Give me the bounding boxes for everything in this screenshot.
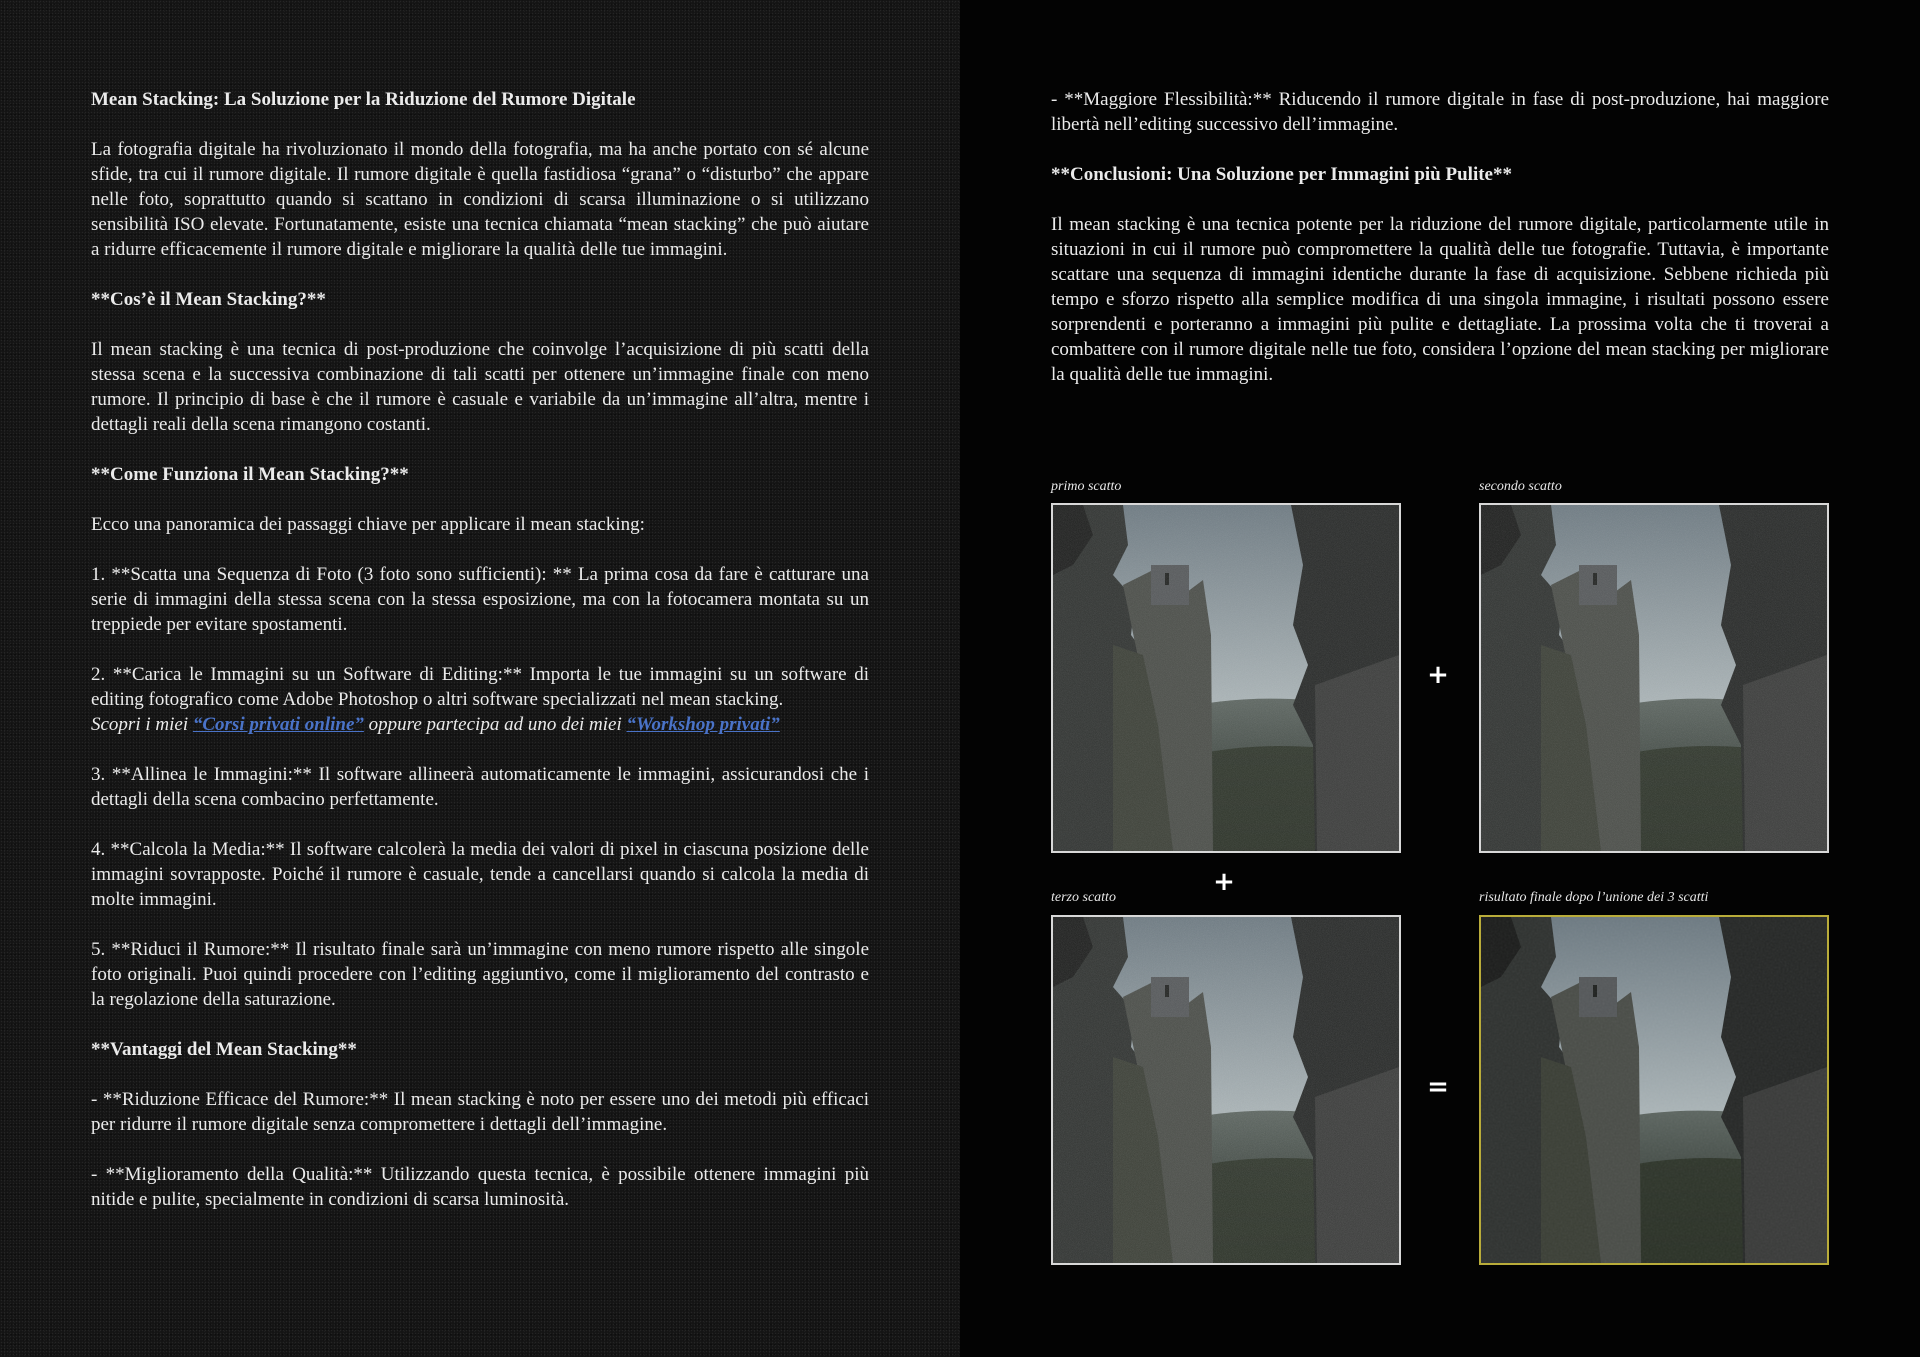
- step-5: 5. **Riduci il Rumore:** Il risultato finale sarà un’immagine con meno rumore rispetto alle singole foto originali. Puoi quindi procedere con l’editing aggiuntivo, come il miglioramento del contrasto e la regolazione della saturazione.: [91, 939, 869, 1010]
- step-1: 1. **Scatta una Sequenza di Foto (3 foto sono sufficienti): ** La prima cosa da fare è catturare una serie di immagini della stessa scena con la stessa esposizione, ma con la fotocamera montata su un treppiede per evitare spostamenti.: [91, 564, 869, 635]
- heading-advantages: **Vantaggi del Mean Stacking**: [91, 1039, 357, 1060]
- what-is-paragraph: Il mean stacking è una tecnica di post-produzione che coinvolge l’acquisizione di più scatti della stessa scena e la successiva combinazione di tali scatti per ottenere un’immagine finale con meno rumore. Il principio di base è che il rumore è casuale e variabile da un’immagine all’altra, mentre i dettagli reali della scena rimangono costanti.: [91, 339, 869, 435]
- step-3: 3. **Allinea le Immagini:** Il software allineerà automaticamente le immagini, assicurandosi che i dettagli della scena combacino perfettamente.: [91, 764, 869, 810]
- photo-first-shot: [1051, 503, 1401, 853]
- castle-photo-image: [1481, 917, 1827, 1263]
- castle-photo-image: [1053, 917, 1399, 1263]
- promo-text-b: oppure partecipa ad uno dei miei: [363, 714, 627, 735]
- step-4: 4. **Calcola la Media:** Il software calcolerà la media dei valori di pixel in ciascuna posizione delle immagini sovrapposte. Poiché il rumore è casuale, tende a cancellarsi quando si calcola la media di molte immagini.: [91, 839, 869, 910]
- photo-second-shot: [1479, 503, 1829, 853]
- caption-third-shot: terzo scatto: [1051, 890, 1116, 905]
- photo-final-result: [1479, 915, 1829, 1265]
- caption-final-result: risultato finale dopo l’unione dei 3 scatti: [1479, 890, 1709, 905]
- conclusions-paragraph: Il mean stacking è una tecnica potente per la riduzione del rumore digitale, particolarmente utile in situazioni in cui il rumore può compromettere la qualità delle tue fotografie. Tuttavia, è importante scattare una sequenza di immagini identiche durante la fase di acquisizione. Sebbene richieda più tempo e sforzo rispetto alla semplice modifica di una singola immagine, i risultati possono essere sorprendenti e porteranno a immagini più pulite e dettagliate. La prossima volta che ti troverai a combattere con il rumore digitale nelle tue foto, considera l’opzione del mean stacking per migliorare la qualità delle tue immagini.: [1051, 214, 1829, 385]
- plus-sign-1: +: [1427, 660, 1449, 690]
- advantage-1: - **Riduzione Efficace del Rumore:** Il mean stacking è noto per essere uno dei metodi più efficaci per ridurre il rumore digitale senza compromettere i dettagli dell’immagine.: [91, 1089, 869, 1135]
- castle-photo-image: [1053, 505, 1399, 851]
- heading-conclusions: **Conclusioni: Una Soluzione per Immagini più Pulite**: [1051, 164, 1512, 185]
- caption-second-shot: secondo scatto: [1479, 479, 1562, 494]
- advantage-2: - **Miglioramento della Qualità:** Utilizzando questa tecnica, è possibile ottenere immagini più nitide e pulite, specialmente in condizioni di scarsa luminosità.: [91, 1164, 869, 1210]
- heading-how-it-works: **Come Funziona il Mean Stacking?**: [91, 464, 409, 485]
- step-2-text: 2. **Carica le Immagini su un Software di Editing:** Importa le tue immagini su un software di editing fotografico come Adobe Photoshop o altri software specializzati nel mean stacking.: [91, 664, 869, 710]
- step-2: [91, 662, 869, 737]
- heading-what-is: **Cos’è il Mean Stacking?**: [91, 289, 326, 310]
- photo-third-shot: [1051, 915, 1401, 1265]
- promo-text-a: Scopri i miei: [91, 714, 193, 735]
- promo-line: [91, 714, 780, 735]
- plus-sign-2: +: [1213, 867, 1235, 897]
- caption-first-shot: primo scatto: [1051, 479, 1122, 494]
- workshop-link[interactable]: “Workshop privati”: [626, 714, 780, 735]
- right-page: [960, 0, 1920, 1357]
- how-intro-paragraph: Ecco una panoramica dei passaggi chiave per applicare il mean stacking:: [91, 514, 645, 535]
- left-text-column: [91, 87, 869, 1237]
- right-text-column: [1051, 87, 1829, 412]
- courses-link[interactable]: “Corsi privati online”: [192, 714, 364, 735]
- advantage-3: - **Maggiore Flessibilità:** Riducendo il rumore digitale in fase di post-produzione, hai maggiore libertà nell’editing successivo dell’immagine.: [1051, 89, 1829, 135]
- intro-paragraph: La fotografia digitale ha rivoluzionato il mondo della fotografia, ma ha anche portato con sé alcune sfide, tra cui il rumore digitale. Il rumore digitale è quella fastidiosa “grana” o “disturbo” che appare nelle foto, soprattutto quando si scattano in condizioni di scarsa illuminazione o si utilizzano sensibilità ISO elevate. Fortunatamente, esiste una tecnica chiamata “mean stacking” che può aiutare a ridurre efficacemente il rumore digitale e migliorare la qualità delle tue immagini.: [91, 139, 869, 260]
- equals-sign: =: [1427, 1072, 1449, 1102]
- article-title: Mean Stacking: La Soluzione per la Riduzione del Rumore Digitale: [91, 89, 636, 110]
- castle-photo-image: [1481, 505, 1827, 851]
